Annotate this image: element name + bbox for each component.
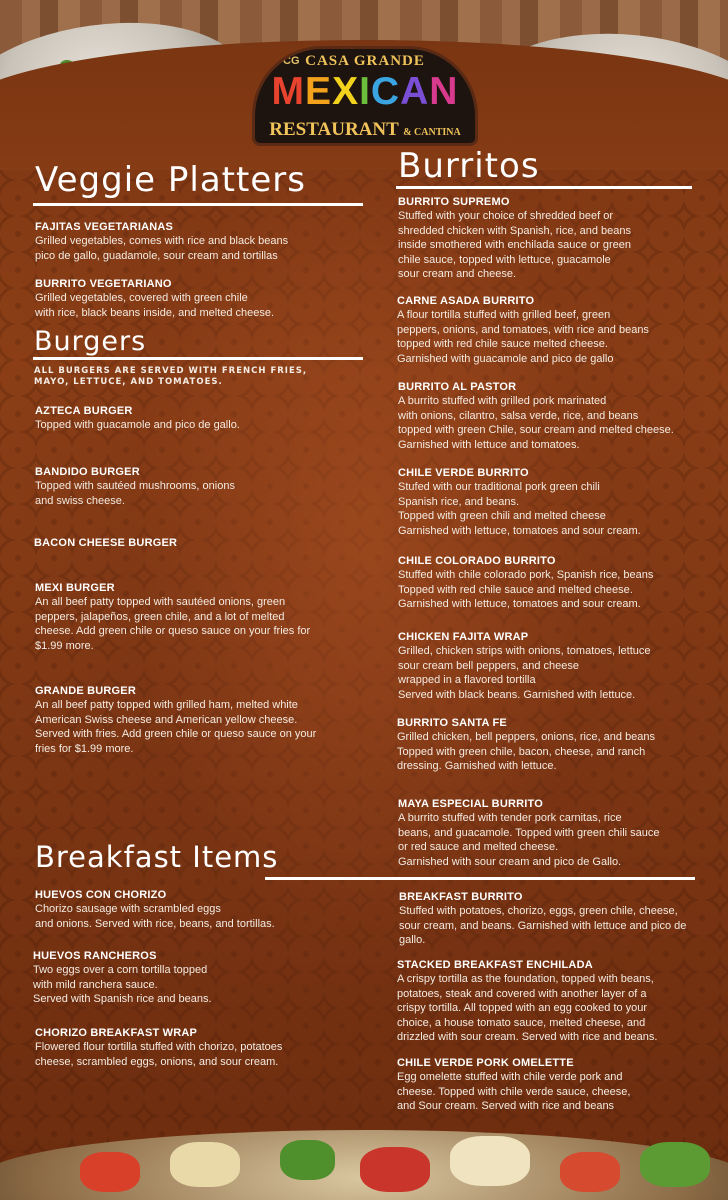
item-name: BACON CHEESE BURGER	[34, 537, 178, 549]
item-name: HUEVOS CON CHORIZO	[35, 889, 167, 901]
item-description: Grilled vegetables, covered with green chile with rice, black beans inside, and melted cheese.	[35, 292, 275, 319]
tomato-image	[560, 1152, 620, 1192]
logo-letter: A	[400, 70, 430, 113]
item-name: CHILE VERDE BURRITO	[398, 467, 529, 479]
menu-item	[398, 466, 641, 538]
item-description: Two eggs over a corn tortilla topped with mild ranchera sauce. Served with Spanish rice and beans.	[33, 964, 212, 1005]
logo-subtitle	[255, 119, 475, 141]
cilantro-image	[640, 1142, 710, 1187]
logo-brand-name: CASA GRANDE	[305, 53, 425, 69]
item-name: CHILE VERDE PORK OMELETTE	[397, 1057, 574, 1069]
item-name: MEXI BURGER	[35, 582, 115, 594]
veggie-platters-heading: Veggie Platters	[35, 160, 306, 200]
menu-item	[398, 630, 651, 702]
menu-item	[35, 465, 235, 508]
menu-item	[398, 797, 660, 869]
footer-food-photo	[0, 1112, 728, 1200]
logo-letter: C	[370, 70, 401, 113]
item-description: An all beef patty topped with grilled ham, melted white American Swiss cheese and American yellow cheese. Served with fries. Add green chile or queso sauce on your fries for $1.99 more.	[35, 699, 317, 755]
item-name: BURRITO SANTA FE	[397, 717, 507, 729]
item-description: Stuffed with your choice of shredded beef or shredded chicken with Spanish, rice, and beans inside smothered with enchilada sauce or green chile sauce, topped with lettuce, guacamole sour cream and cheese.	[398, 210, 631, 280]
logo-cantina-text: & CANTINA	[403, 127, 461, 138]
item-name: AZTECA BURGER	[35, 405, 133, 417]
item-description: A crispy tortilla as the foundation, topped with beans, potatoes, steak and covered with another layer of a crispy tortilla. All topped with an egg cooked to your choice, a house tomato sauce, melted cheese, and drizzled with sour cream. Served with rice and beans.	[397, 973, 658, 1043]
item-description: Stuffed with chile colorado pork, Spanish rice, beans Topped with red chile sauce and melted cheese. Garnished with lettuce, tomatoes and sour cream.	[398, 569, 654, 610]
burgers-heading: Burgers	[34, 326, 147, 357]
cilantro-image	[280, 1140, 335, 1180]
item-description: Flowered flour tortilla stuffed with chorizo, potatoes cheese, scrambled eggs, onions, and sour cream.	[35, 1041, 283, 1068]
item-description: A burrito stuffed with grilled pork marinated with onions, cilantro, salsa verde, rice, and beans topped with green Chile, sour cream and melted cheese. Garnished with lettuce and tomatoes.	[398, 395, 674, 451]
menu-item	[34, 536, 177, 550]
item-name: BANDIDO BURGER	[35, 466, 140, 478]
menu-item	[397, 716, 655, 774]
item-description: Grilled vegetables, comes with rice and black beans pico de gallo, guadamole, sour cream and tortillas	[35, 235, 289, 262]
menu-item	[35, 684, 316, 756]
onion-image	[170, 1142, 240, 1187]
item-description: Topped with sautéed mushrooms, onions and swiss cheese.	[35, 480, 235, 507]
item-description: A burrito stuffed with tender pork carnitas, rice beans, and guacamole. Topped with green chili sauce or red sauce and melted cheese. Garnished with sour cream and pico de Gallo.	[398, 812, 660, 868]
item-description: Chorizo sausage with scrambled eggs and onions. Served with rice, beans, and tortillas.	[35, 903, 275, 930]
item-name: CHILE COLORADO BURRITO	[398, 555, 556, 567]
item-name: BURRITO AL PASTOR	[398, 381, 517, 393]
tomato-image	[360, 1147, 430, 1192]
logo-main-word	[255, 71, 475, 113]
logo-letter: I	[359, 70, 371, 113]
logo-restaurant-text: RESTAURANT	[269, 119, 399, 140]
menu-item	[35, 888, 275, 931]
item-name: STACKED BREAKFAST ENCHILADA	[397, 959, 593, 971]
item-description: Topped with guacamole and pico de gallo.	[35, 419, 240, 431]
menu-item	[35, 581, 310, 653]
item-description: Stuffed with potatoes, chorizo, eggs, green chile, cheese, sour cream, and beans. Garnished with lettuce and pico de gallo.	[399, 905, 687, 946]
item-name: BREAKFAST BURRITO	[399, 891, 523, 903]
item-description: Grilled, chicken strips with onions, tomatoes, lettuce sour cream bell peppers, and cheese wrapped in a flavored tortilla Served with black beans. Garnished with lettuce.	[398, 645, 651, 701]
logo-emblem: CG	[283, 55, 300, 67]
item-name: GRANDE BURGER	[35, 685, 136, 697]
tomato-image	[80, 1152, 140, 1192]
item-description: Stufed with our traditional pork green chili Spanish rice, and beans. Topped with green chili and melted cheese Garnished with lettuce, tomatoes and sour cream.	[398, 481, 641, 537]
breakfast-heading: Breakfast Items	[35, 840, 279, 874]
breakfast-heading-rule	[265, 877, 695, 880]
burgers-note: ALL BURGERS ARE SERVED WITH FRENCH FRIES, MAYO, LETTUCE, AND TOMATOES.	[34, 366, 308, 387]
tortilla-image	[450, 1136, 530, 1186]
logo-letter: M	[271, 70, 306, 113]
logo-letter: E	[305, 70, 333, 113]
item-name: MAYA ESPECIAL BURRITO	[398, 798, 543, 810]
burritos-heading: Burritos	[398, 146, 540, 186]
item-name: CHORIZO BREAKFAST WRAP	[35, 1027, 198, 1039]
menu-item	[398, 554, 653, 612]
item-name: BURRITO VEGETARIANO	[35, 278, 172, 290]
menu-item	[398, 195, 631, 282]
item-description: Egg omelette stuffed with chile verde pork and cheese. Topped with chile verde sauce, cheese, and Sour cream. Served with rice and beans	[397, 1071, 631, 1112]
item-description: Grilled chicken, bell peppers, onions, rice, and beans Topped with green chile, bacon, cheese, and ranch dressing. Garnished with lettuce.	[397, 731, 656, 772]
menu-item	[399, 890, 686, 948]
logo-letter: X	[332, 70, 360, 113]
item-description: A flour tortilla stuffed with grilled beef, green peppers, onions, and tomatoes, with rice and beans topped with red chile sauce melted cheese. Garnished with guacamole and pico de gallo	[397, 309, 649, 365]
burgers-heading-rule	[33, 357, 363, 360]
item-name: CHICKEN FAJITA WRAP	[398, 631, 529, 643]
menu-item	[35, 277, 274, 320]
item-name: BURRITO SUPREMO	[398, 196, 510, 208]
item-name: CARNE ASADA BURRITO	[397, 295, 535, 307]
burritos-heading-rule	[396, 186, 692, 189]
menu-item	[397, 958, 657, 1045]
menu-item	[35, 404, 240, 433]
logo-letter: N	[429, 70, 459, 113]
menu-item	[33, 949, 212, 1007]
restaurant-logo	[252, 46, 478, 146]
item-description: An all beef patty topped with sautéed onions, green peppers, jalapeños, green chile, and a lot of melted cheese. Add green chile or queso sauce on your fries for $1.99 more.	[35, 596, 311, 652]
item-name: FAJITAS VEGETARIANAS	[35, 221, 174, 233]
menu-item	[397, 1056, 630, 1114]
menu-item	[35, 1026, 282, 1069]
menu-item	[397, 294, 649, 366]
menu-item	[398, 380, 674, 452]
veggie-heading-rule	[33, 203, 363, 206]
menu-item	[35, 220, 288, 263]
item-name: HUEVOS RANCHEROS	[33, 950, 157, 962]
